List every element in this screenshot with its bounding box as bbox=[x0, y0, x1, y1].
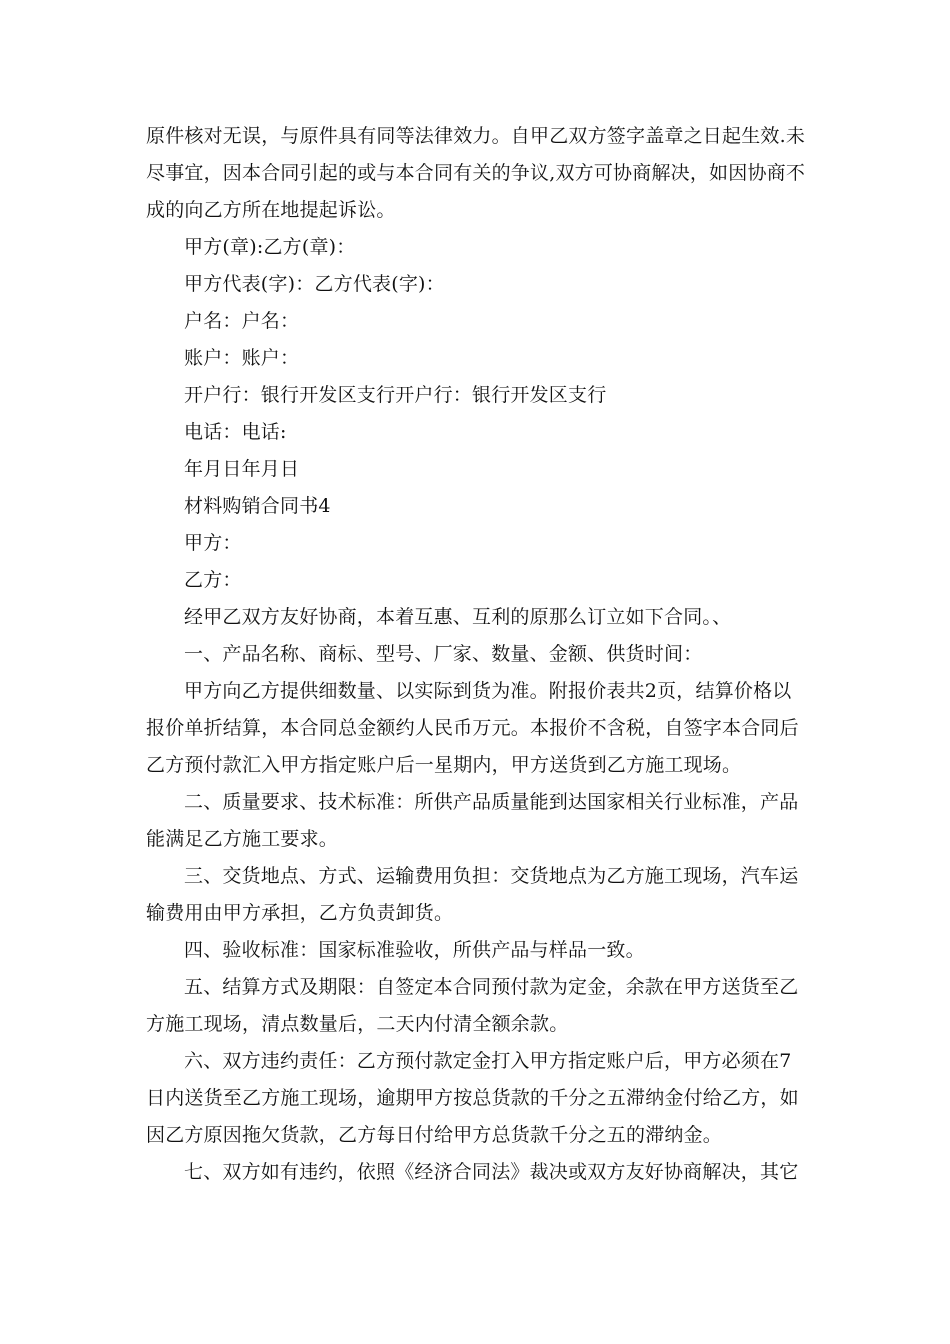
document-body bbox=[146, 118, 806, 1191]
clause-2-text: 能满足乙方施工要求。 bbox=[146, 828, 339, 850]
account-name-line: 户名：户名： bbox=[184, 310, 300, 332]
clause-3-text: 三、交货地点、方式、运输费用负担：交货地点为乙方施工现场，汽车运 bbox=[184, 865, 799, 887]
signature-line-representative: 甲方代表(字)：乙方代表(字)： bbox=[184, 273, 445, 295]
clause-4-text: 四、验收标准：国家标准验收，所供产品与样品一致。 bbox=[184, 939, 645, 961]
clause-6-text: 因乙方原因拖欠货款，乙方每日付给甲方总货款千分之五的滞纳金。 bbox=[146, 1124, 723, 1146]
clause-1-heading: 一、产品名称、商标、型号、厂家、数量、金额、供货时间： bbox=[184, 643, 703, 665]
bank-line: 开户行：银行开发区支行开户行：银行开发区支行 bbox=[184, 384, 607, 406]
text-line: 原件核对无误，与原件具有同等法律效力。自甲乙双方签字盖章之日起生效.未 bbox=[146, 125, 806, 147]
clause-5-text: 五、结算方式及期限：自签定本合同预付款为定金，余款在甲方送货至乙 bbox=[184, 976, 799, 998]
party-a-line: 甲方： bbox=[184, 532, 242, 554]
preamble-line: 经甲乙双方友好协商，本着互惠、互利的原那么订立如下合同。、 bbox=[184, 606, 732, 628]
text-line: 尽事宜，因本合同引起的或与本合同有关的争议,双方可协商解决，如因协商不 bbox=[146, 162, 806, 184]
clause-3-text: 输费用由甲方承担，乙方负责卸货。 bbox=[146, 902, 454, 924]
phone-line: 电话：电话: bbox=[184, 421, 287, 443]
contract-title: 材料购销合同书4 bbox=[184, 495, 331, 517]
clause-6-text: 六、双方违约责任：乙方预付款定金打入甲方指定账户后，甲方必须在7 bbox=[184, 1050, 792, 1072]
signature-line-seal: 甲方(章):乙方(章)： bbox=[184, 236, 356, 258]
text-line: 成的向乙方所在地提起诉讼。 bbox=[146, 199, 396, 221]
clause-1-text: 乙方预付款汇入甲方指定账户后一星期内，甲方送货到乙方施工现场。 bbox=[146, 754, 742, 776]
clause-5-text: 方施工现场，清点数量后，二天内付清全额余款。 bbox=[146, 1013, 569, 1035]
date-line: 年月日年月日 bbox=[184, 458, 300, 480]
account-number-line: 账户：账户： bbox=[184, 347, 300, 369]
clause-2-text: 二、质量要求、技术标准：所供产品质量能到达国家相关行业标准，产品 bbox=[184, 791, 799, 813]
clause-6-text: 日内送货至乙方施工现场，逾期甲方按总货款的千分之五滞纳金付给乙方，如 bbox=[146, 1087, 799, 1109]
clause-7-text: 七、双方如有违约，依照《经济合同法》裁决或双方友好协商解决，其它 bbox=[184, 1161, 799, 1183]
clause-1-text: 甲方向乙方提供细数量、以实际到货为准。附报价表共2页，结算价格以 bbox=[184, 680, 792, 702]
clause-1-text: 报价单折结算，本合同总金额约人民币万元。本报价不含税，自签字本合同后 bbox=[146, 717, 799, 739]
party-b-line: 乙方： bbox=[184, 569, 242, 591]
